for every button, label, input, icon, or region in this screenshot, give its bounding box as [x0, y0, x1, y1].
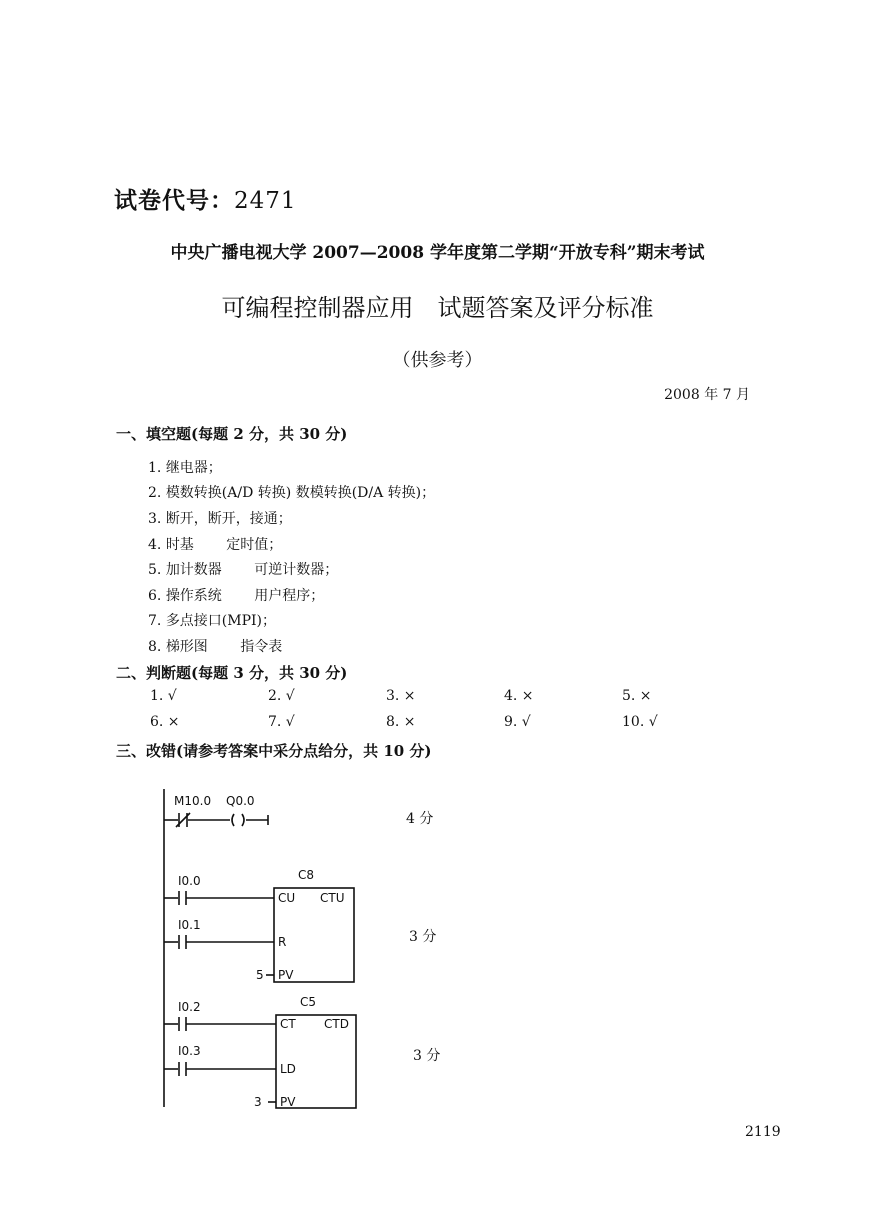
- exam-date: 2008 年 7 月: [664, 387, 750, 403]
- i03-contact-label: I0.3: [178, 1044, 201, 1058]
- judge-answer-9: 9. √: [504, 714, 531, 730]
- pv-pin-label: PV: [280, 1095, 296, 1109]
- fill-answer-num: 8.: [148, 639, 162, 655]
- ladder-diagram: [150, 785, 380, 1115]
- judge-answer-1: 1. √: [150, 688, 177, 704]
- fill-answer-num: 4.: [148, 537, 162, 553]
- judge-answer-3: 3. ×: [386, 688, 416, 704]
- fill-answer-num: 5.: [148, 562, 162, 578]
- fill-answer-num: 3.: [148, 511, 162, 527]
- pv-value-5: 5: [256, 968, 264, 982]
- section2-title: 二、判断题(每题 3 分，共 30 分): [116, 664, 348, 682]
- q00-coil-label: Q0.0: [226, 794, 255, 808]
- fill-answer-text-2: 定时值；: [226, 537, 283, 553]
- c5-counter-label: C5: [300, 995, 317, 1009]
- fill-answer-num: 2.: [148, 485, 162, 501]
- coil-right: [242, 814, 244, 826]
- fill-answer-text: 断开，断开，接通；: [165, 511, 292, 527]
- judge-answer-10: 10. √: [622, 714, 658, 730]
- fill-answer-text: 操作系统: [165, 588, 222, 604]
- ct-pin-label: CT: [280, 1017, 296, 1031]
- cu-pin-label: CU: [278, 891, 296, 905]
- fill-answer-num: 7.: [148, 613, 162, 629]
- fill-answer-8: [148, 636, 282, 656]
- fill-answer-text: 多点接口(MPI)；: [165, 613, 277, 629]
- judge-answer-8: 8. ×: [386, 714, 416, 730]
- section1-title: 一、填空题(每题 2 分，共 30 分): [116, 425, 348, 443]
- c8-counter-label: C8: [298, 868, 315, 882]
- m10-contact-label: M10.0: [174, 794, 212, 808]
- fill-answer-7: [148, 610, 276, 630]
- coil-left: [232, 814, 234, 826]
- fill-answer-text: 继电器；: [165, 460, 222, 476]
- fill-answer-3: [148, 508, 292, 528]
- exam-code-label: 试卷代号：: [114, 187, 234, 214]
- fill-answer-1: [148, 457, 222, 477]
- r-pin-label: R: [278, 935, 287, 949]
- fill-answer-5: [148, 559, 338, 579]
- fill-answer-6: [148, 585, 324, 605]
- i00-contact-label: I0.0: [178, 874, 201, 888]
- fill-answer-text: 时基: [165, 537, 194, 553]
- section3-title: 三、改错(请参考答案中采分点给分，共 10 分): [116, 742, 432, 760]
- reference-note: （供参考）: [392, 350, 483, 371]
- fill-answer-num: 1.: [148, 460, 162, 476]
- subject-title: 可编程控制器应用 试题答案及评分标准: [221, 294, 654, 322]
- exam-title: 中央广播电视大学 2007—2008 学年度第二学期“开放专科”期末考试: [170, 243, 705, 263]
- exam-code: [114, 182, 297, 215]
- fill-answer-4: [148, 534, 282, 554]
- fill-answer-text: 模数转换(A/D 转换) 数模转换(D/A 转换)；: [165, 485, 436, 501]
- judge-answer-2: 2. √: [268, 688, 295, 704]
- judge-answer-5: 5. ×: [622, 688, 652, 704]
- page-number: 2119: [745, 1124, 781, 1140]
- fill-answer-2: [148, 482, 435, 502]
- ld-pin-label: LD: [280, 1062, 296, 1076]
- pv-pin-label: PV: [278, 968, 294, 982]
- fill-answer-text-2: 用户程序；: [254, 588, 325, 604]
- fill-answer-text-2: 指令表: [240, 639, 283, 655]
- exam-code-number: 2471: [234, 188, 297, 214]
- fill-answer-num: 6.: [148, 588, 162, 604]
- judge-answer-6: 6. ×: [150, 714, 180, 730]
- judge-answer-4: 4. ×: [504, 688, 534, 704]
- ctu-type-label: CTU: [320, 891, 345, 905]
- rung1-score: 4 分: [406, 811, 434, 827]
- fill-answer-text-2: 可逆计数器；: [254, 562, 339, 578]
- nc-contact-slash: [176, 813, 190, 827]
- fill-answer-text: 加计数器: [165, 562, 222, 578]
- rung2-score: 3 分: [409, 929, 437, 945]
- judge-answer-7: 7. √: [268, 714, 295, 730]
- fill-answer-text: 梯形图: [165, 639, 208, 655]
- rung3-score: 3 分: [413, 1048, 441, 1064]
- i01-contact-label: I0.1: [178, 918, 201, 932]
- pv-value-3: 3: [254, 1095, 262, 1109]
- ctd-type-label: CTD: [324, 1017, 349, 1031]
- i02-contact-label: I0.2: [178, 1000, 201, 1014]
